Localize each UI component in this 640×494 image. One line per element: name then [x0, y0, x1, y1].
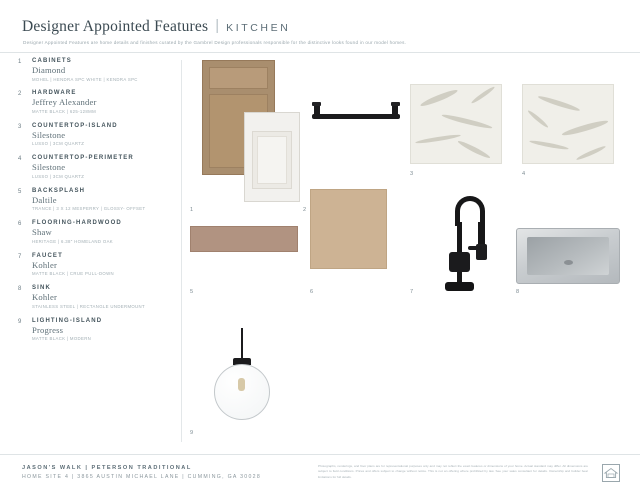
community-name: JASON'S WALK | PETERSON TRADITIONAL — [22, 465, 192, 471]
swatch-label-4: 4 — [522, 171, 526, 177]
item-detail: MOHEL | HENDRA SPC WHITE | KENDRA SPC — [32, 76, 138, 82]
item-category: FLOORING-HARDWOOD — [32, 220, 122, 227]
community-address: HOME SITE 4 | 3865 AUSTIN MICHAEL LANE | CUMMING, GA 30028 — [22, 474, 262, 480]
list-item — [18, 188, 173, 213]
swatch-label-8: 8 — [516, 289, 520, 295]
swatch-cabinets — [186, 56, 316, 216]
item-detail: MATTE BLACK | 625-128MM — [32, 108, 97, 114]
item-number: 2 — [18, 91, 22, 98]
item-number: 5 — [18, 188, 22, 195]
community-info — [22, 465, 261, 480]
list-item — [18, 318, 173, 343]
swatch-label-1: 1 — [190, 207, 194, 213]
swatch-faucet-image — [441, 194, 501, 302]
swatch-label-9: 9 — [190, 430, 194, 436]
item-number: 9 — [18, 318, 22, 325]
material-board — [186, 56, 626, 446]
title-divider: | — [215, 17, 220, 34]
page-title — [22, 18, 290, 36]
item-detail: HERITAGE | 6.38" HOMELAND OAK — [32, 238, 114, 244]
item-number: 6 — [18, 221, 22, 228]
item-number: 8 — [18, 286, 22, 293]
item-number: 3 — [18, 123, 22, 130]
item-brand: Daltile — [32, 194, 57, 205]
item-category: HARDWARE — [32, 90, 77, 97]
item-category: SINK — [32, 285, 51, 292]
item-number: 1 — [18, 59, 22, 65]
item-detail: MATTE BLACK | CRUE PULL-DOWN — [32, 271, 114, 277]
swatch-flooring-image — [190, 226, 298, 252]
item-category: COUNTERTOP-ISLAND — [32, 122, 118, 129]
page-subtitle: Designer Appointed Features are home details and finishes curated by the Gambrel Design professionals responsible for the distinctive looks found in our model homes. — [23, 40, 407, 45]
item-category: FAUCET — [32, 252, 63, 259]
list-item — [18, 220, 173, 245]
item-detail: MATTE BLACK | MODERN — [32, 336, 92, 341]
vertical-divider-rule — [181, 60, 182, 442]
swatch-countertop-perimeter-image — [522, 84, 614, 164]
swatch-hardware-pull-image — [306, 100, 406, 134]
list-item — [18, 285, 173, 310]
item-category: LIGHTING-ISLAND — [32, 317, 103, 324]
page-footer — [0, 454, 640, 494]
cabinet-door-white-image — [244, 112, 300, 202]
swatch-label-2: 2 — [303, 207, 307, 213]
swatch-label-7: 7 — [410, 289, 414, 295]
list-item — [18, 123, 173, 148]
equal-housing-opportunity-icon — [602, 464, 620, 482]
item-brand: Jeffrey Alexander — [32, 97, 97, 108]
item-brand: Kohler — [32, 259, 58, 270]
item-brand: Silestone — [32, 162, 66, 173]
swatch-label-5: 5 — [190, 289, 194, 295]
item-category: BACKSPLASH — [32, 187, 86, 194]
title-main: Designer Appointed Features — [22, 18, 209, 35]
item-brand: Shaw — [32, 227, 52, 238]
list-item — [18, 253, 173, 278]
swatch-label-6: 6 — [310, 289, 314, 295]
item-brand: Progress — [32, 324, 64, 335]
item-number: 4 — [18, 156, 22, 163]
specification-list — [18, 58, 173, 350]
item-category: COUNTERTOP-PERIMETER — [32, 155, 134, 162]
title-room: KITCHEN — [226, 22, 291, 34]
item-detail: LUSSO | 3CM QUARTZ — [32, 141, 85, 147]
item-detail: TRANCE | 3 X 12 MESPERRY | GLOSSY- OFFSET — [32, 206, 146, 212]
item-detail: STAINLESS STEEL | RECTANGLE UNDERMOUNT — [32, 303, 145, 309]
legal-disclaimer: Photographs, renderings, and floor plans are for representational purposes only and may not reflect the exact features or dimensions of your home. Actual standard may differ. All dimensions are subject to field conditions. Prices and offers subject to change without notice. This is not an offering where prohibited by law. See your sales consultant for details. Ownership and builder bear limitations for full details. — [318, 464, 588, 479]
swatch-backsplash-image — [310, 189, 387, 269]
page-header — [0, 0, 640, 52]
swatch-countertop-island-image — [410, 84, 502, 164]
item-detail: LUSSO | 3CM QUARTZ — [32, 173, 85, 179]
list-item — [18, 90, 173, 115]
item-number: 7 — [18, 253, 22, 260]
item-brand: Diamond — [32, 65, 66, 75]
swatch-pendant-light-image — [202, 328, 282, 438]
item-category: CABINETS — [32, 58, 72, 64]
swatch-label-3: 3 — [410, 171, 414, 177]
item-brand: Silestone — [32, 129, 66, 140]
list-item — [18, 58, 173, 83]
item-brand: Kohler — [32, 292, 58, 303]
list-item — [18, 155, 173, 180]
swatch-sink-image — [516, 228, 620, 284]
header-divider-rule — [0, 52, 640, 53]
